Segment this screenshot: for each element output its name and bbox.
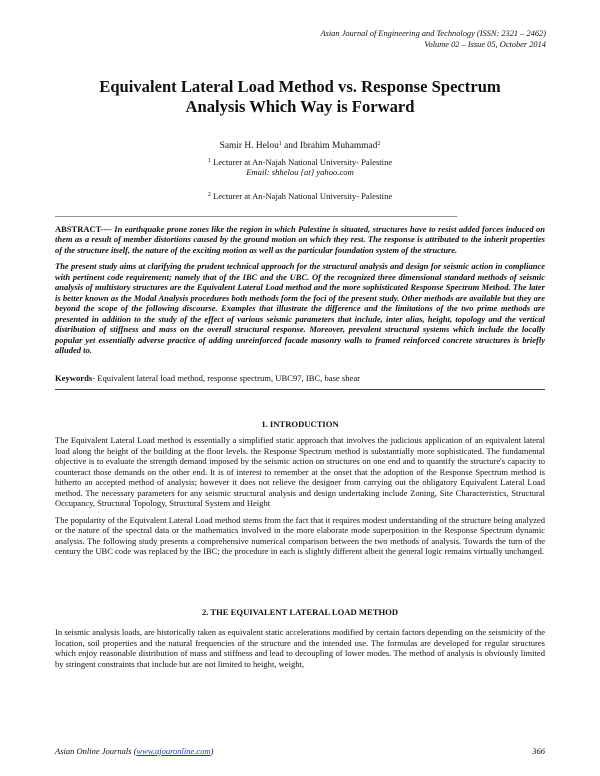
- section-heading-equivalent-lateral-load: 2. THE EQUIVALENT LATERAL LOAD METHOD: [201, 607, 399, 617]
- section-equivalent-lateral-load-body: [55, 627, 545, 675]
- introduction-paragraph-1: The Equivalent Lateral Load method is essentially a simplified static approach that involves the judicious application of an equivalent lateral load along the height of the building at the floor levels. the Response Spectrum method is substantially more sophisticated. The fundamental objective is to evaluate the strength demand imposed by the seismic action on structures on one end and to quantify the structure's capacity to counteract those demands on the other end. It is of interest to remember at the onset that the adoption of the Response Spectrum method is hitherto an accepted method of analysis; however it does not relieve the designer from carrying out the obligatory Equivalent Lateral Load method. The necessary parameters for any seismic structural analysis and design undertaking include Zoning, Site Characteristics, Structural Occupancy, Structural Topology, Structural System and Height: [55, 435, 545, 509]
- author-and: and: [281, 141, 300, 151]
- footer-journal-link[interactable]: www.ajouronline.com: [136, 746, 211, 756]
- page-number: 366: [532, 746, 545, 756]
- section-introduction-body: [55, 435, 545, 563]
- abstract-paragraph-2: The present study aims at clarifying the prudent technical approach for the structural analysis and design for seismic action in compliance with pertinent code requirement; namely that of the IBC and the UBC. Of the recognized three dimensional standard methods of seismic analysis of multistory structures are the Equivalent Lateral Load method and the more sophisticated Response Spectrum Method. The later is better known as the Modal Analysis procedures both methods form the foci of the present study. Other methods are available but they are beyond the scope of the following discourse. Examples that illustrate the difference and the limitations of the two prime methods are presented in addition to the study of the effect of various seismic parameters that include, inter alias, height, topology and the vertical distribution of stiffness and mass on the overall structural response. Moreover, prevalent structural systems which include the locally popular yet essentially adverse practice of adding unreinforced facade masonry walls to framed reinforced concrete structures is briefly alluded to.: [55, 261, 545, 355]
- separator-line: __________________________________________________________________________________________________: [55, 208, 457, 218]
- author-1-sup: 1: [278, 141, 282, 147]
- affiliation-1: [58, 157, 542, 178]
- affiliation-1-sup: 1: [207, 158, 211, 164]
- keywords-text: - Equivalent lateral load method, response spectrum, UBC97, IBC, base shear: [92, 373, 361, 383]
- keywords-label: Keywords: [55, 373, 93, 383]
- abstract-label: ABSTRACT----: [55, 224, 112, 234]
- abstract: [55, 224, 545, 361]
- affiliation-2-sup: 2: [207, 192, 211, 198]
- author-2: Ibrahim Muhammad: [300, 141, 378, 151]
- author-2-sup: 2: [377, 141, 381, 147]
- page-footer: [55, 746, 545, 756]
- abstract-paragraph-1: [55, 224, 545, 255]
- paper-title: [58, 77, 542, 117]
- journal-name: Asian Journal of Engineering and Technology (ISSN: 2321 – 2462): [320, 29, 546, 38]
- introduction-paragraph-2: The popularity of the Equivalent Lateral Load method stems from the fact that it requires modest understanding of the structure being analyzed or the nature of the spectral data or the mathematics involved in the more elaborate mode superposition in the Response Spectrum dynamic analysis. The following study presents a comprehensive numerical comparison between the two methods of analysis. Towards the turn of the century the UBC code was replaced by the IBC; the procedure in each is slightly different albeit the general logic remains virtually unchanged.: [55, 514, 545, 557]
- section-heading-introduction: 1. INTRODUCTION: [261, 419, 339, 429]
- horizontal-rule: [55, 389, 545, 390]
- keywords: [55, 373, 545, 383]
- journal-header: [320, 29, 546, 50]
- author-email: Email: shhelou {at} yahoo.com: [246, 167, 354, 178]
- journal-volume: Volume 02 – Issue 05, October 2014: [424, 39, 546, 49]
- affiliation-2-text: Lecturer at An-Najah National University- Palestine: [210, 191, 393, 201]
- affiliation-2: [58, 191, 542, 201]
- abstract-text-1: In earthquake prone zones like the region in which Palestine is situated, structures have to resist added forces induced on them as a result of member distortions caused by the ground motion on which they rest. The response is attributed to the inherit properties of the structure itself, the nature of the exciting motion as well as the particular foundation system of the structure.: [55, 224, 545, 255]
- author-list: [58, 141, 542, 151]
- title-line-2: Analysis Which Way is Forward: [185, 97, 415, 116]
- footer-close: ): [210, 746, 214, 756]
- footer-text: Asian Online Journals (: [55, 746, 137, 756]
- author-1: Samir H. Helou: [219, 141, 279, 151]
- affiliation-1-text: Lecturer at An-Najah National University- Palestine: [210, 157, 393, 167]
- title-line-1: Equivalent Lateral Load Method vs. Response Spectrum: [99, 77, 501, 96]
- elm-paragraph-1: In seismic analysis loads, are historically taken as equivalent static accelerations modified by certain factors depending on the seismicity of the location, soil properties and the natural frequencies of the structure and the intended use. The formulas are developed for regular structures which enjoy reasonable distribution of mass and stiffness and lead to decoupling of lower modes. The method of analysis is obviously limited by stringent constraints that include but are not limited to height, weight,: [55, 627, 545, 669]
